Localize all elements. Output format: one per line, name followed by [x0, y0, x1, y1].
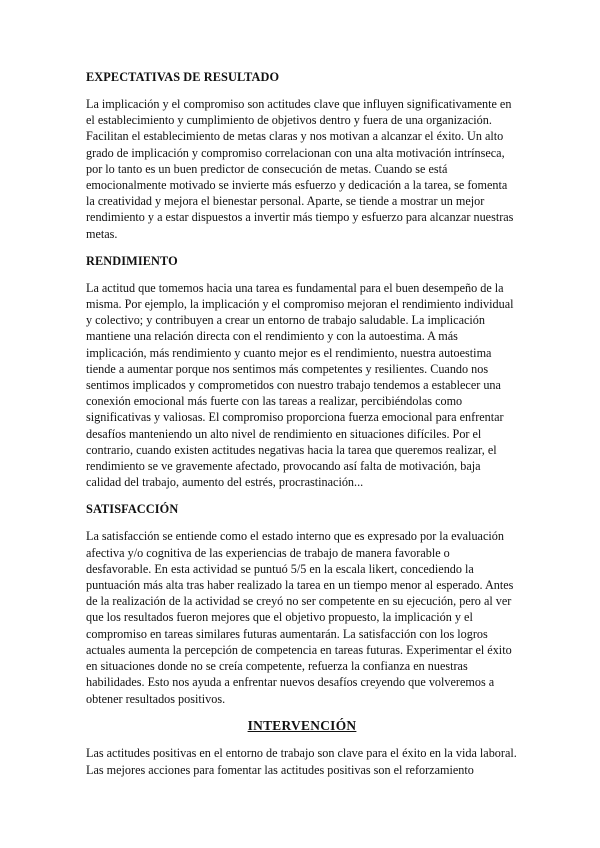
- section-body-satisfaccion: La satisfacción se entiende como el estado interno que es expresado por la evaluación afectiva y/o cognitiva de las experiencias de trabajo de manera favorable o desfavorable. En esta actividad se puntuó 5/5 en la escala likert, concediendo la puntuación más alta tras haber realizado la tarea en un tiempo menor al esperado. Antes de la realización de la actividad se creyó no ser competente en su ejecución, pero al ver que los resultados fueron mejores que el objetivo propuesto, la implicación y el compromiso en tareas similares futuras aumentarán. La satisfacción con los logros actuales aumenta la percepción de competencia en tareas futuras. Experimentar el éxito en situaciones donde no se creía competente, refuerza la confianza en nuestras habilidades. Esto nos ayuda a enfrentar nuevos desafíos creyendo que volveremos a obtener resultados positivos.: [86, 529, 514, 706]
- section-body-expectativas: La implicación y el compromiso son actitudes clave que influyen significativamente en el establecimiento y cumplimiento de objetivos dentro y fuera de una organización. Facilitan el establecimiento de metas claras y nos motivan a alcanzar el éxito. Un alto grado de implicación y compromiso correlacionan con una alta motivación intrínseca, por lo tanto es un buen predictor de consecución de metas. Cuando se está emocionalmente motivado se invierte más esfuerzo y dedicación a la tarea, se fomenta la creatividad y mejora el bienestar personal. Aparte, se tiende a mostrar un mejor rendimiento y a estar dispuestos a invertir más tiempo y esfuerzo para alcanzar nuestras metas.: [86, 97, 514, 241]
- section-heading-expectativas: EXPECTATIVAS DE RESULTADO: [86, 70, 280, 84]
- section-body-rendimiento: La actitud que tomemos hacia una tarea es fundamental para el buen desempeño de la misma. Por ejemplo, la implicación y el compromiso mejoran el rendimiento individual y colectivo; y contribuyen a crear un entorno de trabajo saludable. La implicación mantiene una relación directa con el rendimiento y con la autoestima. A más implicación, más rendimiento y cuanto mejor es el rendimiento, nuestra autoestima tiende a aumentar porque nos sentimos más competentes y resilientes. Cuando nos sentimos implicados y comprometidos con nuestro trabajo tendemos a establecer una conexión emocional más fuerte con las tareas a realizar, percibiéndolas como significativas y valiosas. El compromiso proporciona fuerza emocional para enfrentar desafíos manteniendo un alto nivel de rendimiento en situaciones difíciles. Por el contrario, cuando existen actitudes negativas hacia la tarea que queremos realizar, el rendimiento se ve gravemente afectado, provocando así falta de motivación, baja calidad del trabajo, aumento del estrés, procrastinación...: [86, 280, 514, 490]
- section-heading-intervencion: INTERVENCIÓN: [247, 717, 357, 733]
- section-body-intervencion: Las actitudes positivas en el entorno de trabajo son clave para el éxito en la vida laboral. Las mejores acciones para fomentar las actitudes positivas son el reforzamiento: [86, 745, 517, 777]
- section-heading-satisfaccion: SATISFACCIÓN: [86, 502, 179, 517]
- document-page: [86, 68, 518, 779]
- section-heading-rendimiento: RENDIMIENTO: [86, 253, 178, 268]
